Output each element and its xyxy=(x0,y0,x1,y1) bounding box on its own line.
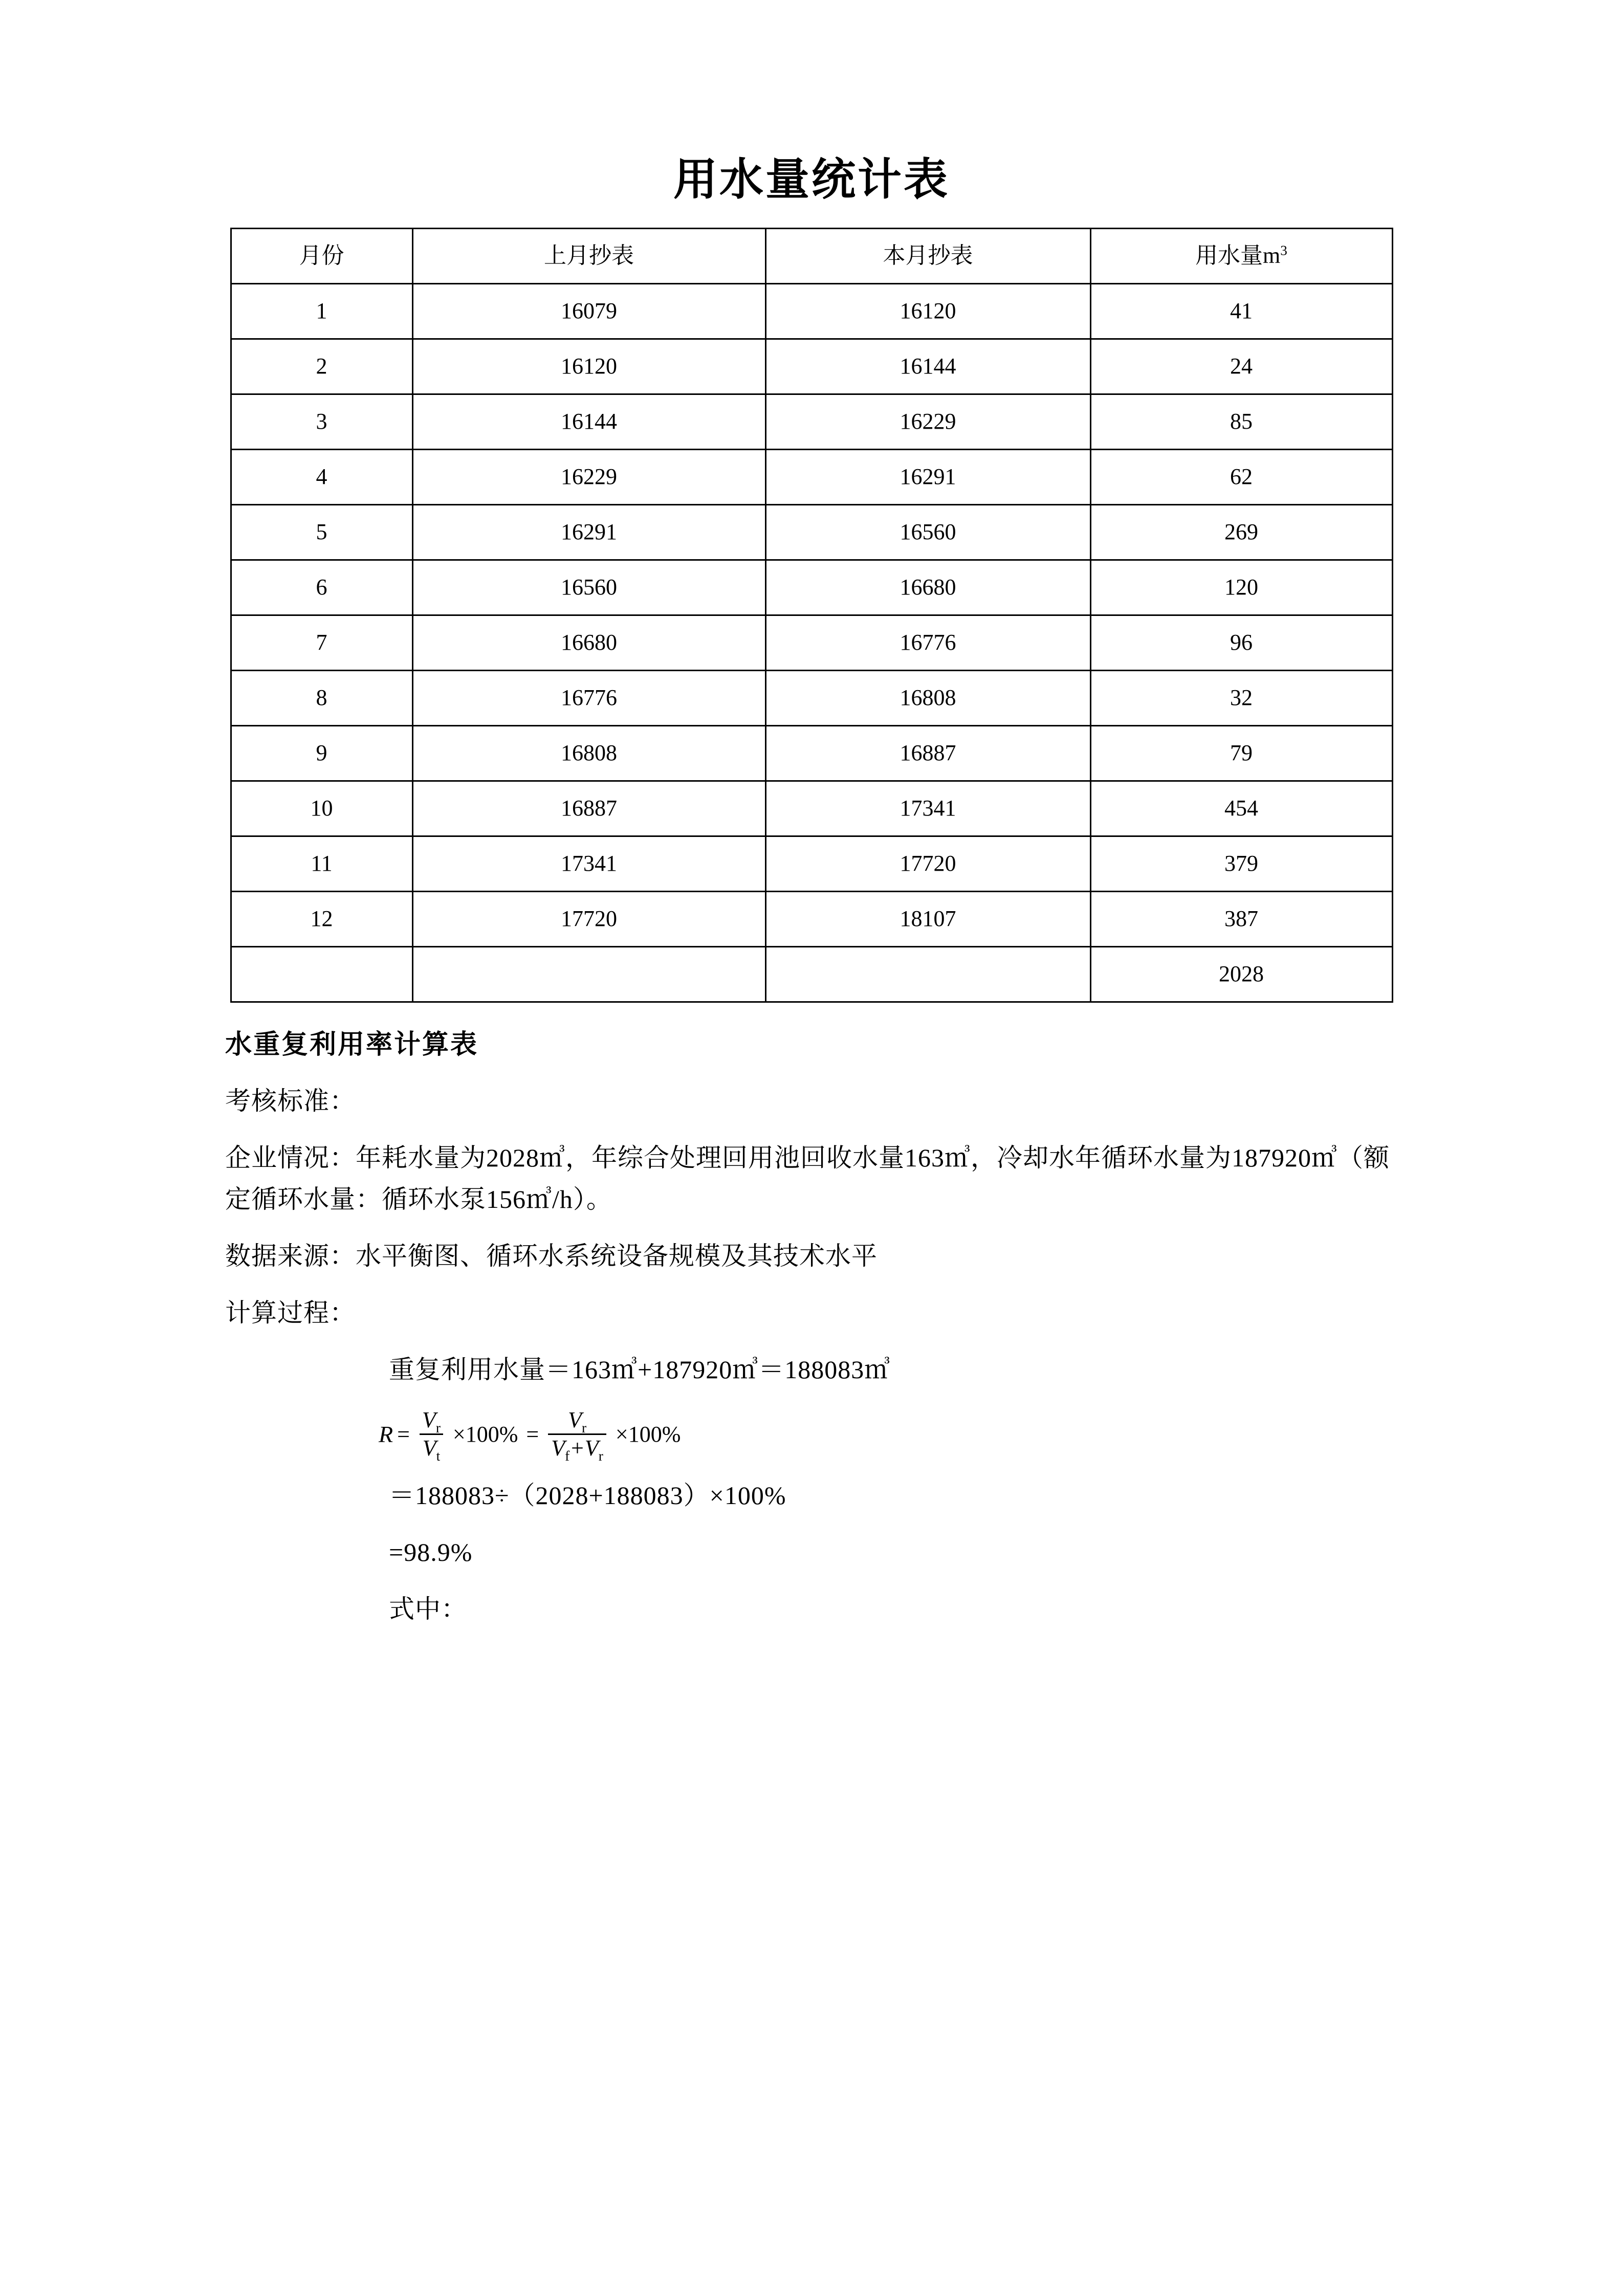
fraction-numerator-vr-2 xyxy=(565,1407,589,1436)
cell-usage: 24 xyxy=(1090,339,1392,394)
table-row xyxy=(231,560,1392,615)
cell-usage: 387 xyxy=(1090,892,1392,947)
cell-previous-reading: 16776 xyxy=(412,671,765,726)
cell-usage: 85 xyxy=(1090,394,1392,450)
page-title: 用水量统计表 xyxy=(673,155,950,204)
table-row xyxy=(231,339,1392,394)
cell-current-reading: 16680 xyxy=(765,560,1090,615)
column-header-usage-text: 用水量m xyxy=(1195,243,1281,269)
cell-previous-reading: 16079 xyxy=(412,284,765,339)
sub-t-den1: t xyxy=(436,1448,441,1464)
section-heading-reuse-rate: 水重复利用率计算表 xyxy=(225,1030,479,1060)
cell-month: 5 xyxy=(231,505,412,560)
formula-times-100-2: ×100% xyxy=(615,1422,681,1447)
cell-month: 8 xyxy=(231,671,412,726)
cell-current-reading: 18107 xyxy=(765,892,1090,947)
table-row xyxy=(231,450,1392,505)
data-source-paragraph: 数据来源：水平衡图、循环水系统设备规模及其技术水平 xyxy=(225,1242,878,1271)
cell-usage: 269 xyxy=(1090,505,1392,560)
sub-r-den2b: r xyxy=(598,1448,603,1464)
cell-previous-reading: 16229 xyxy=(412,450,765,505)
cell-previous-reading: 16120 xyxy=(412,339,765,394)
cell-month: 10 xyxy=(231,781,412,836)
table-row xyxy=(231,892,1392,947)
cell-month: 7 xyxy=(231,615,412,671)
var-V-den1: V xyxy=(422,1436,436,1461)
cell-current-reading: 16144 xyxy=(765,339,1090,394)
sub-r-num1: r xyxy=(435,1420,441,1436)
formula-times-100-1: ×100% xyxy=(452,1422,518,1447)
fraction-numerator-vr xyxy=(419,1407,444,1436)
var-V-num1: V xyxy=(422,1407,436,1433)
column-header-month: 月份 xyxy=(231,229,412,284)
cell-current-reading: 16229 xyxy=(765,394,1090,450)
var-V-den2b: V xyxy=(584,1436,599,1461)
cell-month xyxy=(231,947,412,1002)
formula-variable-R: R xyxy=(379,1421,393,1448)
cell-usage: 62 xyxy=(1090,450,1392,505)
table-header-row xyxy=(231,229,1392,284)
cell-month: 4 xyxy=(231,450,412,505)
cell-current-reading: 16560 xyxy=(765,505,1090,560)
column-header-previous-reading: 上月抄表 xyxy=(412,229,765,284)
cell-usage: 32 xyxy=(1090,671,1392,726)
table-total-row xyxy=(231,947,1392,1002)
sub-f-den2a: f xyxy=(565,1448,570,1464)
den-plus-sign: + xyxy=(569,1436,585,1461)
cell-month: 2 xyxy=(231,339,412,394)
table-row xyxy=(231,615,1392,671)
column-header-usage xyxy=(1090,229,1392,284)
cell-usage: 454 xyxy=(1090,781,1392,836)
enterprise-info-paragraph: 企业情况：年耗水量为2028㎥，年综合处理回用池回收水量163㎥，冷却水年循环水量为187920㎥（额定循环水量：循环水泵156㎥/h）。 xyxy=(225,1143,1390,1214)
cubic-superscript: 3 xyxy=(1280,242,1287,258)
table-row xyxy=(231,781,1392,836)
cell-current-reading: 16808 xyxy=(765,671,1090,726)
column-header-current-reading: 本月抄表 xyxy=(765,229,1090,284)
cell-previous-reading: 16887 xyxy=(412,781,765,836)
cell-previous-reading: 16144 xyxy=(412,394,765,450)
cell-usage: 120 xyxy=(1090,560,1392,615)
cell-previous-reading: 16680 xyxy=(412,615,765,671)
reuse-rate-formula xyxy=(379,1407,1398,1464)
cell-usage: 379 xyxy=(1090,836,1392,892)
sub-r-num2: r xyxy=(581,1420,587,1436)
fraction-denominator-vf-plus-vr xyxy=(548,1433,606,1464)
table-row xyxy=(231,726,1392,781)
cell-previous-reading xyxy=(412,947,765,1002)
table-row xyxy=(231,394,1392,450)
calculation-line-2: =98.9% xyxy=(389,1538,473,1567)
cell-previous-reading: 17341 xyxy=(412,836,765,892)
cell-previous-reading: 16291 xyxy=(412,505,765,560)
cell-previous-reading: 17720 xyxy=(412,892,765,947)
cell-month: 6 xyxy=(231,560,412,615)
fraction-denominator-vt xyxy=(420,1433,443,1464)
reuse-volume-line: 重复利用水量＝163㎥+187920㎥＝188083㎥ xyxy=(389,1355,891,1384)
cell-current-reading: 17341 xyxy=(765,781,1090,836)
formula-equals-2: = xyxy=(526,1422,539,1447)
cell-usage: 96 xyxy=(1090,615,1392,671)
table-row xyxy=(231,671,1392,726)
cell-usage: 41 xyxy=(1090,284,1392,339)
cell-current-reading: 16291 xyxy=(765,450,1090,505)
cell-current-reading: 16887 xyxy=(765,726,1090,781)
cell-month: 9 xyxy=(231,726,412,781)
cell-usage: 79 xyxy=(1090,726,1392,781)
cell-month: 1 xyxy=(231,284,412,339)
table-row xyxy=(231,284,1392,339)
calculation-line-1: ＝188083÷（2028+188083）×100% xyxy=(389,1481,786,1510)
cell-previous-reading: 16560 xyxy=(412,560,765,615)
fraction-vr-over-vf-plus-vr xyxy=(548,1407,606,1464)
cell-month: 3 xyxy=(231,394,412,450)
var-V-den2a: V xyxy=(551,1436,565,1461)
cell-current-reading: 16120 xyxy=(765,284,1090,339)
cell-month: 12 xyxy=(231,892,412,947)
cell-current-reading: 16776 xyxy=(765,615,1090,671)
cell-current-reading: 17720 xyxy=(765,836,1090,892)
where-label: 式中： xyxy=(389,1595,467,1624)
calculation-process-label: 计算过程： xyxy=(225,1298,356,1328)
formula-equals-1: = xyxy=(397,1422,410,1447)
cell-current-reading xyxy=(765,947,1090,1002)
var-V-num2: V xyxy=(568,1407,582,1433)
fraction-vr-over-vt xyxy=(419,1407,444,1464)
assessment-standard-label: 考核标准： xyxy=(225,1087,356,1116)
cell-usage: 2028 xyxy=(1090,947,1392,1002)
table-row xyxy=(231,505,1392,560)
table-row xyxy=(231,836,1392,892)
cell-month: 11 xyxy=(231,836,412,892)
water-usage-table xyxy=(230,228,1393,1003)
cell-previous-reading: 16808 xyxy=(412,726,765,781)
